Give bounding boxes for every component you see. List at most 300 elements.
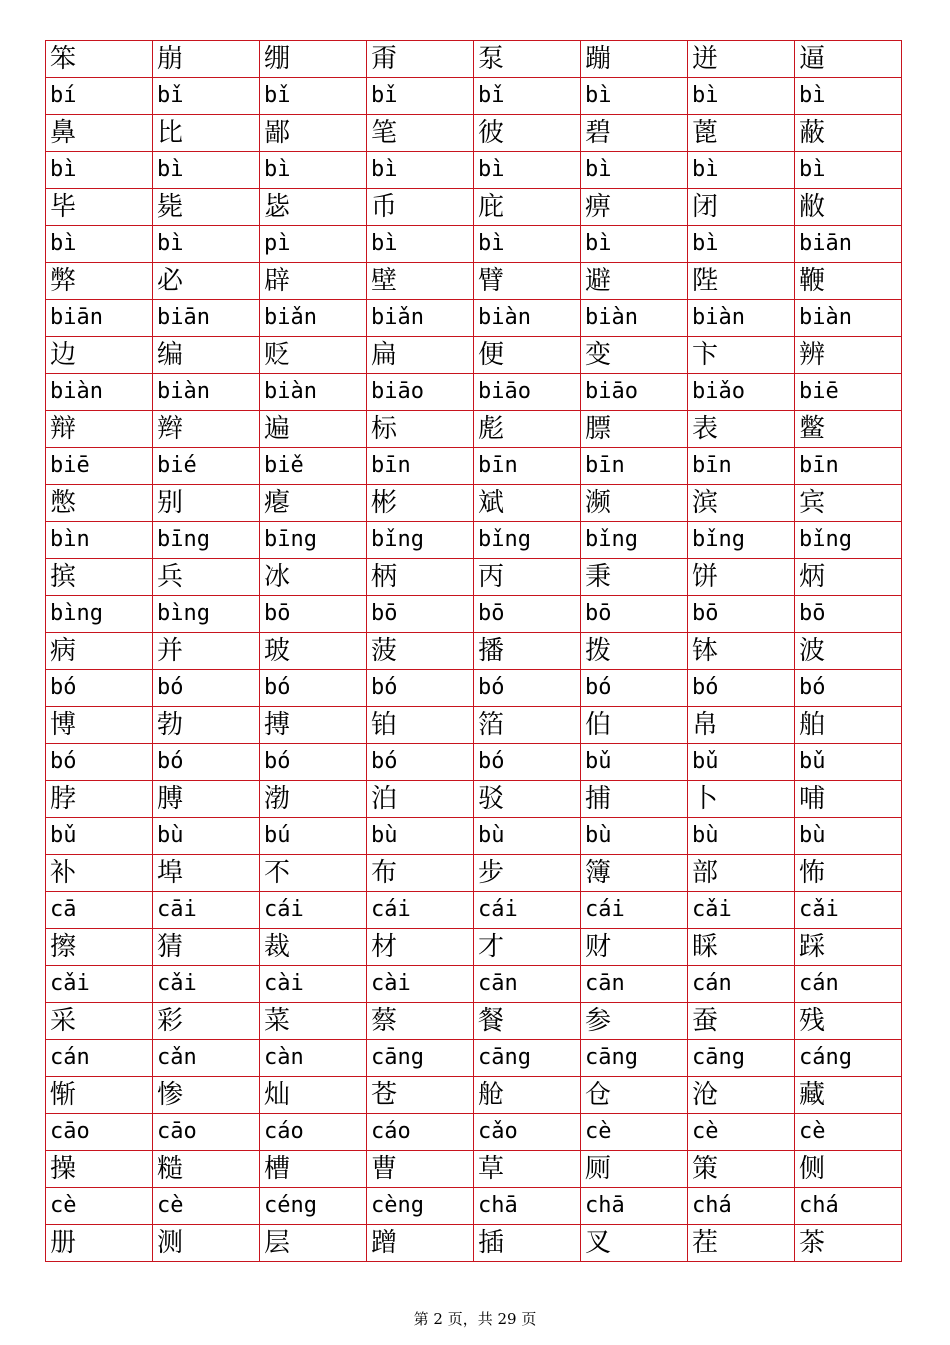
hanzi-cell: 痹 bbox=[581, 189, 688, 226]
pinyin-cell: bú bbox=[260, 818, 367, 855]
hanzi-cell: 边 bbox=[46, 337, 153, 374]
hanzi-row bbox=[46, 929, 902, 966]
pinyin-row bbox=[46, 522, 902, 559]
hanzi-cell: 丙 bbox=[474, 559, 581, 596]
pinyin-cell: biǎo bbox=[688, 374, 795, 411]
hanzi-row bbox=[46, 781, 902, 818]
hanzi-cell: 弊 bbox=[46, 263, 153, 300]
pinyin-cell: cè bbox=[688, 1114, 795, 1151]
pinyin-cell: biǎn bbox=[367, 300, 474, 337]
hanzi-row bbox=[46, 337, 902, 374]
pinyin-row bbox=[46, 152, 902, 189]
hanzi-cell: 驳 bbox=[474, 781, 581, 818]
pinyin-cell: biān bbox=[153, 300, 260, 337]
hanzi-cell: 叉 bbox=[581, 1225, 688, 1262]
pinyin-cell: biàn bbox=[581, 300, 688, 337]
pinyin-row bbox=[46, 596, 902, 633]
hanzi-cell: 陛 bbox=[688, 263, 795, 300]
pinyin-cell: bǐng bbox=[367, 522, 474, 559]
pinyin-cell: chá bbox=[688, 1188, 795, 1225]
hanzi-cell: 蚕 bbox=[688, 1003, 795, 1040]
hanzi-cell: 播 bbox=[474, 633, 581, 670]
pinyin-cell: bó bbox=[581, 670, 688, 707]
pinyin-cell: pì bbox=[260, 226, 367, 263]
pinyin-cell: chá bbox=[795, 1188, 902, 1225]
pinyin-cell: bì bbox=[581, 78, 688, 115]
hanzi-cell: 蔡 bbox=[367, 1003, 474, 1040]
hanzi-cell: 鞭 bbox=[795, 263, 902, 300]
pinyin-row bbox=[46, 300, 902, 337]
hanzi-cell: 标 bbox=[367, 411, 474, 448]
pinyin-row bbox=[46, 226, 902, 263]
hanzi-cell: 步 bbox=[474, 855, 581, 892]
pinyin-cell: bō bbox=[688, 596, 795, 633]
hanzi-cell: 避 bbox=[581, 263, 688, 300]
hanzi-cell: 蹦 bbox=[581, 41, 688, 78]
hanzi-cell: 鳖 bbox=[795, 411, 902, 448]
hanzi-cell: 侧 bbox=[795, 1151, 902, 1188]
pinyin-cell: cāng bbox=[581, 1040, 688, 1077]
pinyin-cell: biē bbox=[795, 374, 902, 411]
hanzi-cell: 蹭 bbox=[367, 1225, 474, 1262]
pinyin-cell: bō bbox=[260, 596, 367, 633]
hanzi-row bbox=[46, 1225, 902, 1262]
pinyin-cell: biàn bbox=[153, 374, 260, 411]
pinyin-cell: cài bbox=[260, 966, 367, 1003]
pinyin-row bbox=[46, 1040, 902, 1077]
table-body bbox=[46, 41, 902, 1262]
hanzi-cell: 不 bbox=[260, 855, 367, 892]
pinyin-cell: biàn bbox=[474, 300, 581, 337]
hanzi-cell: 布 bbox=[367, 855, 474, 892]
pinyin-cell: cán bbox=[795, 966, 902, 1003]
hanzi-cell: 辫 bbox=[153, 411, 260, 448]
pinyin-cell: bǐ bbox=[260, 78, 367, 115]
hanzi-cell: 部 bbox=[688, 855, 795, 892]
pinyin-row bbox=[46, 78, 902, 115]
hanzi-cell: 脖 bbox=[46, 781, 153, 818]
pinyin-row bbox=[46, 1114, 902, 1151]
pinyin-cell: biē bbox=[46, 448, 153, 485]
hanzi-cell: 币 bbox=[367, 189, 474, 226]
pinyin-cell: cán bbox=[688, 966, 795, 1003]
pinyin-cell: bǐng bbox=[474, 522, 581, 559]
hanzi-cell: 茬 bbox=[688, 1225, 795, 1262]
pinyin-cell: biàn bbox=[260, 374, 367, 411]
hanzi-cell: 蓖 bbox=[688, 115, 795, 152]
pinyin-cell: cái bbox=[260, 892, 367, 929]
hanzi-cell: 辨 bbox=[795, 337, 902, 374]
hanzi-cell: 惨 bbox=[153, 1077, 260, 1114]
pinyin-cell: cāo bbox=[46, 1114, 153, 1151]
hanzi-row bbox=[46, 485, 902, 522]
pinyin-cell: cèng bbox=[367, 1188, 474, 1225]
hanzi-cell: 册 bbox=[46, 1225, 153, 1262]
pinyin-cell: bì bbox=[46, 226, 153, 263]
hanzi-cell: 毖 bbox=[260, 189, 367, 226]
hanzi-cell: 餐 bbox=[474, 1003, 581, 1040]
hanzi-cell: 逼 bbox=[795, 41, 902, 78]
hanzi-cell: 槽 bbox=[260, 1151, 367, 1188]
hanzi-cell: 玻 bbox=[260, 633, 367, 670]
hanzi-cell: 闭 bbox=[688, 189, 795, 226]
pinyin-cell: céng bbox=[260, 1188, 367, 1225]
hanzi-row bbox=[46, 189, 902, 226]
hanzi-row bbox=[46, 1151, 902, 1188]
pinyin-cell: biě bbox=[260, 448, 367, 485]
hanzi-cell: 舱 bbox=[474, 1077, 581, 1114]
hanzi-cell: 卜 bbox=[688, 781, 795, 818]
hanzi-cell: 瘪 bbox=[260, 485, 367, 522]
pinyin-cell: cāo bbox=[153, 1114, 260, 1151]
pinyin-cell: cè bbox=[795, 1114, 902, 1151]
pinyin-cell: bǐ bbox=[367, 78, 474, 115]
hanzi-cell: 残 bbox=[795, 1003, 902, 1040]
pinyin-cell: biàn bbox=[46, 374, 153, 411]
pinyin-cell: bǐng bbox=[688, 522, 795, 559]
pinyin-cell: bō bbox=[367, 596, 474, 633]
pinyin-cell: bó bbox=[260, 670, 367, 707]
hanzi-cell: 冰 bbox=[260, 559, 367, 596]
pinyin-cell: bì bbox=[474, 152, 581, 189]
hanzi-cell: 绷 bbox=[260, 41, 367, 78]
pinyin-cell: bì bbox=[795, 152, 902, 189]
hanzi-cell: 操 bbox=[46, 1151, 153, 1188]
hanzi-cell: 鼻 bbox=[46, 115, 153, 152]
pinyin-cell: cān bbox=[474, 966, 581, 1003]
pinyin-cell: biàn bbox=[688, 300, 795, 337]
hanzi-cell: 层 bbox=[260, 1225, 367, 1262]
pinyin-cell: cǎi bbox=[795, 892, 902, 929]
hanzi-cell: 才 bbox=[474, 929, 581, 966]
hanzi-cell: 草 bbox=[474, 1151, 581, 1188]
pinyin-character-table bbox=[45, 40, 902, 1262]
pinyin-cell: cān bbox=[581, 966, 688, 1003]
pinyin-cell: càn bbox=[260, 1040, 367, 1077]
hanzi-cell: 插 bbox=[474, 1225, 581, 1262]
pinyin-cell: cáo bbox=[260, 1114, 367, 1151]
hanzi-cell: 鄙 bbox=[260, 115, 367, 152]
hanzi-cell: 彩 bbox=[153, 1003, 260, 1040]
pinyin-cell: bì bbox=[367, 152, 474, 189]
hanzi-cell: 卞 bbox=[688, 337, 795, 374]
pinyin-cell: cǎi bbox=[46, 966, 153, 1003]
pinyin-cell: bīn bbox=[795, 448, 902, 485]
pinyin-cell: bīn bbox=[474, 448, 581, 485]
pinyin-cell: cāng bbox=[474, 1040, 581, 1077]
hanzi-cell: 必 bbox=[153, 263, 260, 300]
pinyin-cell: bó bbox=[153, 670, 260, 707]
pinyin-cell: bì bbox=[260, 152, 367, 189]
pinyin-cell: cāng bbox=[688, 1040, 795, 1077]
hanzi-cell: 壁 bbox=[367, 263, 474, 300]
hanzi-cell: 擦 bbox=[46, 929, 153, 966]
hanzi-cell: 憋 bbox=[46, 485, 153, 522]
hanzi-cell: 炳 bbox=[795, 559, 902, 596]
pinyin-cell: biāo bbox=[474, 374, 581, 411]
pinyin-cell: bó bbox=[474, 670, 581, 707]
pinyin-cell: bì bbox=[688, 152, 795, 189]
hanzi-cell: 便 bbox=[474, 337, 581, 374]
pinyin-cell: cǎi bbox=[153, 966, 260, 1003]
hanzi-cell: 帛 bbox=[688, 707, 795, 744]
pinyin-cell: bìng bbox=[153, 596, 260, 633]
pinyin-cell: bó bbox=[688, 670, 795, 707]
hanzi-cell: 钵 bbox=[688, 633, 795, 670]
pinyin-cell: cǎi bbox=[688, 892, 795, 929]
hanzi-cell: 捕 bbox=[581, 781, 688, 818]
hanzi-cell: 测 bbox=[153, 1225, 260, 1262]
hanzi-cell: 扁 bbox=[367, 337, 474, 374]
pinyin-cell: bǐ bbox=[474, 78, 581, 115]
pinyin-cell: bì bbox=[688, 78, 795, 115]
hanzi-cell: 毙 bbox=[153, 189, 260, 226]
hanzi-cell: 彬 bbox=[367, 485, 474, 522]
hanzi-row bbox=[46, 41, 902, 78]
pinyin-cell: cài bbox=[367, 966, 474, 1003]
hanzi-cell: 兵 bbox=[153, 559, 260, 596]
hanzi-cell: 灿 bbox=[260, 1077, 367, 1114]
pinyin-cell: cán bbox=[46, 1040, 153, 1077]
hanzi-cell: 藏 bbox=[795, 1077, 902, 1114]
pinyin-cell: bù bbox=[795, 818, 902, 855]
pinyin-cell: bǐ bbox=[153, 78, 260, 115]
pinyin-row bbox=[46, 374, 902, 411]
pinyin-cell: bù bbox=[474, 818, 581, 855]
pinyin-cell: biǎn bbox=[260, 300, 367, 337]
pinyin-cell: biàn bbox=[795, 300, 902, 337]
hanzi-cell: 苍 bbox=[367, 1077, 474, 1114]
hanzi-cell: 哺 bbox=[795, 781, 902, 818]
hanzi-cell: 惭 bbox=[46, 1077, 153, 1114]
hanzi-cell: 秉 bbox=[581, 559, 688, 596]
hanzi-cell: 舶 bbox=[795, 707, 902, 744]
pinyin-cell: cǎo bbox=[474, 1114, 581, 1151]
hanzi-cell: 柄 bbox=[367, 559, 474, 596]
hanzi-cell: 庇 bbox=[474, 189, 581, 226]
hanzi-cell: 泊 bbox=[367, 781, 474, 818]
pinyin-cell: biāo bbox=[367, 374, 474, 411]
hanzi-cell: 臂 bbox=[474, 263, 581, 300]
pinyin-cell: cāng bbox=[367, 1040, 474, 1077]
hanzi-cell: 编 bbox=[153, 337, 260, 374]
pinyin-cell: bīn bbox=[367, 448, 474, 485]
pinyin-cell: cáng bbox=[795, 1040, 902, 1077]
page-footer: 第 2 页，共 29 页 bbox=[413, 1310, 537, 1328]
hanzi-cell: 簿 bbox=[581, 855, 688, 892]
hanzi-cell: 糙 bbox=[153, 1151, 260, 1188]
hanzi-cell: 甭 bbox=[367, 41, 474, 78]
pinyin-cell: bù bbox=[153, 818, 260, 855]
hanzi-cell: 猜 bbox=[153, 929, 260, 966]
pinyin-cell: bó bbox=[367, 744, 474, 781]
pinyin-row bbox=[46, 670, 902, 707]
hanzi-row bbox=[46, 633, 902, 670]
pinyin-cell: cáo bbox=[367, 1114, 474, 1151]
pinyin-cell: bǔ bbox=[46, 818, 153, 855]
hanzi-cell: 睬 bbox=[688, 929, 795, 966]
hanzi-cell: 铂 bbox=[367, 707, 474, 744]
pinyin-row bbox=[46, 966, 902, 1003]
hanzi-cell: 毕 bbox=[46, 189, 153, 226]
hanzi-cell: 膊 bbox=[153, 781, 260, 818]
hanzi-cell: 变 bbox=[581, 337, 688, 374]
hanzi-cell: 笔 bbox=[367, 115, 474, 152]
hanzi-row bbox=[46, 559, 902, 596]
hanzi-cell: 采 bbox=[46, 1003, 153, 1040]
hanzi-cell: 彼 bbox=[474, 115, 581, 152]
pinyin-cell: biāo bbox=[581, 374, 688, 411]
pinyin-cell: bó bbox=[46, 744, 153, 781]
hanzi-cell: 搏 bbox=[260, 707, 367, 744]
hanzi-cell: 膘 bbox=[581, 411, 688, 448]
hanzi-cell: 踩 bbox=[795, 929, 902, 966]
pinyin-cell: bìn bbox=[46, 522, 153, 559]
hanzi-row bbox=[46, 1003, 902, 1040]
pinyin-cell: bīng bbox=[153, 522, 260, 559]
pinyin-cell: bō bbox=[474, 596, 581, 633]
pinyin-cell: biān bbox=[46, 300, 153, 337]
pinyin-cell: bō bbox=[581, 596, 688, 633]
pinyin-cell: bīng bbox=[260, 522, 367, 559]
pinyin-cell: bù bbox=[688, 818, 795, 855]
hanzi-cell: 菜 bbox=[260, 1003, 367, 1040]
pinyin-cell: cè bbox=[581, 1114, 688, 1151]
hanzi-cell: 饼 bbox=[688, 559, 795, 596]
hanzi-cell: 曹 bbox=[367, 1151, 474, 1188]
hanzi-row bbox=[46, 855, 902, 892]
hanzi-cell: 波 bbox=[795, 633, 902, 670]
pinyin-row bbox=[46, 744, 902, 781]
pinyin-cell: bì bbox=[153, 152, 260, 189]
pinyin-cell: bǔ bbox=[581, 744, 688, 781]
pinyin-cell: bì bbox=[153, 226, 260, 263]
hanzi-cell: 拨 bbox=[581, 633, 688, 670]
hanzi-cell: 财 bbox=[581, 929, 688, 966]
hanzi-cell: 辩 bbox=[46, 411, 153, 448]
hanzi-cell: 辟 bbox=[260, 263, 367, 300]
pinyin-cell: bì bbox=[795, 78, 902, 115]
pinyin-cell: bó bbox=[367, 670, 474, 707]
pinyin-cell: chā bbox=[474, 1188, 581, 1225]
pinyin-cell: bǐng bbox=[581, 522, 688, 559]
hanzi-row bbox=[46, 1077, 902, 1114]
hanzi-cell: 碧 bbox=[581, 115, 688, 152]
hanzi-cell: 箔 bbox=[474, 707, 581, 744]
hanzi-cell: 敝 bbox=[795, 189, 902, 226]
hanzi-cell: 濒 bbox=[581, 485, 688, 522]
hanzi-cell: 比 bbox=[153, 115, 260, 152]
pinyin-cell: bìng bbox=[46, 596, 153, 633]
hanzi-cell: 参 bbox=[581, 1003, 688, 1040]
pinyin-cell: bó bbox=[795, 670, 902, 707]
pinyin-cell: bì bbox=[688, 226, 795, 263]
hanzi-cell: 彪 bbox=[474, 411, 581, 448]
hanzi-row bbox=[46, 707, 902, 744]
pinyin-cell: bié bbox=[153, 448, 260, 485]
pinyin-cell: cǎn bbox=[153, 1040, 260, 1077]
pinyin-row bbox=[46, 1188, 902, 1225]
pinyin-cell: cái bbox=[474, 892, 581, 929]
pinyin-cell: bì bbox=[581, 152, 688, 189]
hanzi-cell: 表 bbox=[688, 411, 795, 448]
pinyin-cell: bí bbox=[46, 78, 153, 115]
hanzi-cell: 滨 bbox=[688, 485, 795, 522]
hanzi-cell: 菠 bbox=[367, 633, 474, 670]
hanzi-cell: 补 bbox=[46, 855, 153, 892]
hanzi-cell: 笨 bbox=[46, 41, 153, 78]
pinyin-cell: chā bbox=[581, 1188, 688, 1225]
pinyin-cell: bù bbox=[367, 818, 474, 855]
hanzi-cell: 遍 bbox=[260, 411, 367, 448]
pinyin-cell: bīn bbox=[688, 448, 795, 485]
hanzi-cell: 厕 bbox=[581, 1151, 688, 1188]
hanzi-cell: 斌 bbox=[474, 485, 581, 522]
pinyin-row bbox=[46, 892, 902, 929]
hanzi-cell: 材 bbox=[367, 929, 474, 966]
pinyin-cell: bì bbox=[474, 226, 581, 263]
hanzi-row bbox=[46, 263, 902, 300]
hanzi-cell: 伯 bbox=[581, 707, 688, 744]
hanzi-cell: 并 bbox=[153, 633, 260, 670]
pinyin-row bbox=[46, 448, 902, 485]
hanzi-cell: 勃 bbox=[153, 707, 260, 744]
hanzi-cell: 泵 bbox=[474, 41, 581, 78]
pinyin-cell: cái bbox=[367, 892, 474, 929]
pinyin-cell: bǔ bbox=[688, 744, 795, 781]
pinyin-cell: bì bbox=[46, 152, 153, 189]
hanzi-cell: 蔽 bbox=[795, 115, 902, 152]
hanzi-cell: 沧 bbox=[688, 1077, 795, 1114]
hanzi-cell: 博 bbox=[46, 707, 153, 744]
pinyin-cell: bó bbox=[474, 744, 581, 781]
pinyin-cell: bó bbox=[260, 744, 367, 781]
pinyin-cell: bù bbox=[581, 818, 688, 855]
pinyin-cell: cái bbox=[581, 892, 688, 929]
hanzi-cell: 崩 bbox=[153, 41, 260, 78]
pinyin-cell: cāi bbox=[153, 892, 260, 929]
hanzi-cell: 别 bbox=[153, 485, 260, 522]
pinyin-cell: bì bbox=[367, 226, 474, 263]
hanzi-cell: 策 bbox=[688, 1151, 795, 1188]
hanzi-cell: 迸 bbox=[688, 41, 795, 78]
pinyin-cell: bó bbox=[153, 744, 260, 781]
pinyin-cell: bì bbox=[581, 226, 688, 263]
hanzi-cell: 病 bbox=[46, 633, 153, 670]
pinyin-cell: bō bbox=[795, 596, 902, 633]
pinyin-cell: bǔ bbox=[795, 744, 902, 781]
pinyin-row bbox=[46, 818, 902, 855]
pinyin-cell: cā bbox=[46, 892, 153, 929]
pinyin-cell: bǐng bbox=[795, 522, 902, 559]
pinyin-cell: bó bbox=[46, 670, 153, 707]
pinyin-cell: biān bbox=[795, 226, 902, 263]
hanzi-row bbox=[46, 115, 902, 152]
hanzi-cell: 仓 bbox=[581, 1077, 688, 1114]
hanzi-cell: 埠 bbox=[153, 855, 260, 892]
hanzi-cell: 茶 bbox=[795, 1225, 902, 1262]
pinyin-cell: cè bbox=[153, 1188, 260, 1225]
hanzi-cell: 摈 bbox=[46, 559, 153, 596]
hanzi-cell: 裁 bbox=[260, 929, 367, 966]
hanzi-cell: 怖 bbox=[795, 855, 902, 892]
hanzi-cell: 宾 bbox=[795, 485, 902, 522]
hanzi-cell: 渤 bbox=[260, 781, 367, 818]
pinyin-cell: cè bbox=[46, 1188, 153, 1225]
hanzi-cell: 贬 bbox=[260, 337, 367, 374]
pinyin-cell: bīn bbox=[581, 448, 688, 485]
hanzi-row bbox=[46, 411, 902, 448]
